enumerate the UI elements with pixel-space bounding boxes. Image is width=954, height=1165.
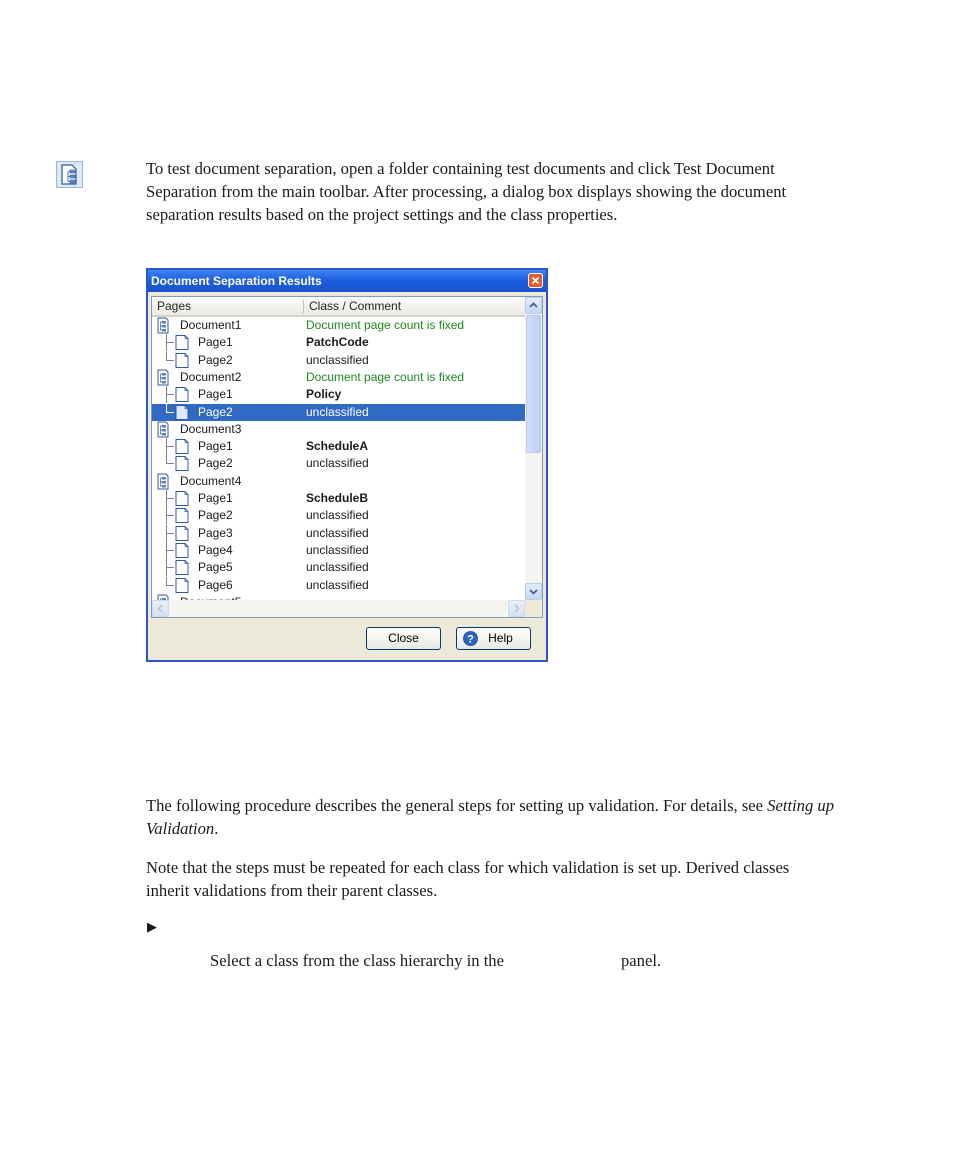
document-label: Document4	[180, 473, 242, 488]
help-button[interactable]	[456, 627, 531, 650]
document-row[interactable]	[152, 317, 525, 334]
page-icon	[176, 509, 188, 523]
class-comment: unclassified	[306, 352, 369, 367]
intro-paragraph: To test document separation, open a folder containing test documents and click Test Document Separation from the main toolbar. After processing, a dialog box displays showing the document separation results based on the project settings and the class properties.	[146, 159, 787, 224]
chevron-up-icon	[526, 298, 541, 313]
page-icon	[176, 561, 188, 575]
horizontal-scrollbar[interactable]	[152, 600, 525, 617]
scrollbar-corner	[525, 600, 542, 617]
page-label: Page1	[198, 335, 233, 350]
page-row[interactable]	[152, 577, 525, 594]
setting-up-validation-link[interactable]: Setting up Validation	[146, 796, 835, 838]
page-row[interactable]	[152, 334, 525, 351]
list-header	[152, 297, 525, 317]
class-comment: Document page count is fixed	[306, 318, 465, 332]
page-label: Page2	[198, 508, 233, 523]
step-1-text-a: Select a class from the class hierarchy in the	[210, 951, 504, 970]
class-comment: PatchCode	[306, 335, 369, 350]
document-separation-results-dialog	[146, 268, 548, 662]
column-header-pages[interactable]: Pages	[157, 299, 192, 313]
page-row[interactable]	[152, 352, 525, 369]
close-window-icon[interactable]	[528, 273, 543, 288]
page-label: Page6	[198, 577, 233, 592]
page-icon	[176, 388, 188, 402]
dialog-title: Document Separation Results	[151, 274, 322, 288]
document-row[interactable]	[152, 369, 525, 386]
class-comment: Document page count is fixed	[306, 369, 465, 384]
page-row[interactable]	[152, 525, 525, 542]
page-icon	[176, 492, 188, 506]
vertical-scrollbar[interactable]	[525, 297, 542, 600]
page-row[interactable]	[152, 455, 525, 472]
page-label: Page2	[198, 352, 233, 367]
scroll-right-button[interactable]	[508, 600, 525, 617]
page-label: Page1	[198, 387, 233, 402]
scroll-left-button[interactable]	[152, 600, 169, 617]
document-label: Document1	[180, 318, 242, 332]
document-row[interactable]	[152, 473, 525, 490]
page-icon	[176, 526, 188, 540]
scroll-up-button[interactable]	[525, 297, 542, 314]
document-icon	[158, 370, 168, 385]
help-icon	[463, 631, 478, 646]
procedure-arrow-icon: ▶	[147, 920, 157, 935]
class-comment: unclassified	[306, 560, 369, 575]
close-button[interactable]	[366, 627, 441, 650]
column-header-class-comment[interactable]: Class / Comment	[309, 299, 402, 313]
chevron-right-icon	[509, 601, 524, 616]
page-label: Page5	[198, 560, 233, 575]
class-comment: Policy	[306, 387, 342, 402]
page-icon	[176, 578, 188, 592]
page-icon	[176, 405, 188, 419]
step-1-text-b: panel.	[621, 951, 662, 970]
page-icon	[176, 353, 188, 367]
scroll-down-button[interactable]	[525, 583, 542, 600]
class-comment: unclassified	[306, 577, 369, 592]
procedure-intro-end: .	[214, 819, 219, 838]
class-comment: ScheduleB	[306, 491, 369, 505]
procedure-intro-text: The following procedure describes the general steps for setting up validation. For details, see	[146, 796, 768, 815]
document-icon	[158, 474, 168, 489]
class-comment: ScheduleA	[306, 439, 369, 454]
page-row[interactable]	[152, 386, 525, 403]
vertical-scroll-thumb[interactable]	[526, 315, 541, 453]
document-label: Document3	[180, 421, 242, 436]
page-row[interactable]	[152, 404, 525, 421]
page-icon	[176, 440, 188, 454]
page-icon	[176, 457, 188, 471]
class-comment: unclassified	[306, 542, 369, 557]
page-label: Page2	[198, 456, 233, 471]
document-icon	[158, 422, 168, 437]
class-comment: unclassified	[306, 508, 369, 523]
page-row[interactable]	[152, 542, 525, 559]
close-button-label: Close	[388, 631, 419, 645]
page-row[interactable]	[152, 507, 525, 524]
page-label: Page3	[198, 525, 233, 540]
page-row[interactable]	[152, 490, 525, 507]
class-comment: unclassified	[306, 525, 369, 540]
page-label: Page4	[198, 542, 233, 557]
help-button-label: Help	[488, 631, 513, 645]
page-label: Page2	[198, 404, 233, 419]
test-document-separation-icon	[56, 161, 83, 188]
chevron-down-icon	[526, 584, 541, 599]
column-divider[interactable]	[303, 300, 304, 313]
page-icon	[176, 336, 188, 350]
results-list-view[interactable]	[151, 296, 543, 618]
document-label: Document2	[180, 369, 242, 384]
page-row[interactable]	[152, 438, 525, 455]
dialog-title-bar[interactable]	[148, 270, 546, 292]
note-paragraph: Note that the steps must be repeated for each class for which validation is set up. Derived classes inherit validations from their parent classes.	[146, 858, 790, 900]
page-row[interactable]	[152, 559, 525, 576]
chevron-left-icon	[153, 601, 168, 616]
svg-text:?: ?	[467, 633, 474, 646]
procedure-intro-paragraph	[146, 794, 836, 840]
class-comment: unclassified	[306, 456, 369, 471]
page-label: Page1	[198, 439, 233, 454]
document-row[interactable]	[152, 421, 525, 438]
page-icon	[176, 543, 188, 557]
page-label: Page1	[198, 491, 233, 505]
document-icon	[158, 318, 168, 333]
class-comment: unclassified	[306, 404, 369, 419]
